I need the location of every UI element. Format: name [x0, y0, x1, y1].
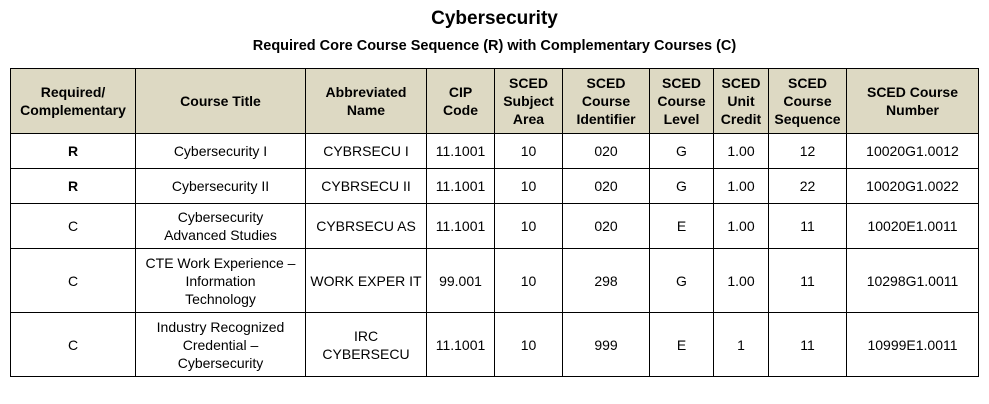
table-row	[11, 169, 979, 204]
cell-abbreviated-name: IRC CYBERSECU	[306, 313, 427, 377]
header-sced-unit-credit: SCED Unit Credit	[714, 69, 769, 134]
cell-sced-course-number: 10999E1.0011	[847, 313, 979, 377]
cell-sced-unit-credit: 1.00	[714, 249, 769, 313]
cell-abbreviated-name: WORK EXPER IT	[306, 249, 427, 313]
cell-sced-course-identifier: 298	[563, 249, 650, 313]
cell-sced-subject-area: 10	[495, 169, 563, 204]
header-cip-code: CIP Code	[427, 69, 495, 134]
cell-sced-course-level: G	[650, 249, 714, 313]
cell-sced-course-number: 10020E1.0011	[847, 204, 979, 249]
cell-sced-subject-area: 10	[495, 134, 563, 169]
cell-required-complementary: C	[11, 249, 136, 313]
cell-sced-course-number: 10020G1.0022	[847, 169, 979, 204]
table-header-row	[11, 69, 979, 134]
table-row	[11, 313, 979, 377]
header-required-complementary: Required/ Complementary	[11, 69, 136, 134]
cell-sced-unit-credit: 1	[714, 313, 769, 377]
cell-cip-code: 11.1001	[427, 313, 495, 377]
cell-cip-code: 11.1001	[427, 169, 495, 204]
header-sced-course-identifier: SCED Course Identifier	[563, 69, 650, 134]
cell-sced-subject-area: 10	[495, 204, 563, 249]
cell-course-title: Cybersecurity I	[136, 134, 306, 169]
cell-sced-course-sequence: 11	[769, 249, 847, 313]
header-course-title: Course Title	[136, 69, 306, 134]
course-sequence-table	[10, 68, 979, 377]
cell-course-title: Cybersecurity Advanced Studies	[136, 204, 306, 249]
cell-cip-code: 11.1001	[427, 134, 495, 169]
cell-sced-course-level: E	[650, 204, 714, 249]
cell-required-complementary: R	[11, 134, 136, 169]
cell-sced-subject-area: 10	[495, 249, 563, 313]
page-title: Cybersecurity	[431, 8, 558, 29]
cell-sced-course-sequence: 11	[769, 313, 847, 377]
cell-abbreviated-name: CYBRSECU AS	[306, 204, 427, 249]
header-sced-subject-area: SCED Subject Area	[495, 69, 563, 134]
cell-sced-course-sequence: 11	[769, 204, 847, 249]
header-abbreviated-name: Abbreviated Name	[306, 69, 427, 134]
cell-sced-course-identifier: 020	[563, 134, 650, 169]
cell-course-title: Industry Recognized Credential – Cybersecurity	[136, 313, 306, 377]
cell-sced-unit-credit: 1.00	[714, 169, 769, 204]
header-sced-course-sequence: SCED Course Sequence	[769, 69, 847, 134]
cell-sced-unit-credit: 1.00	[714, 134, 769, 169]
cell-required-complementary: R	[11, 169, 136, 204]
cell-sced-unit-credit: 1.00	[714, 204, 769, 249]
table-row	[11, 134, 979, 169]
cell-sced-course-level: G	[650, 134, 714, 169]
header-sced-course-level: SCED Course Level	[650, 69, 714, 134]
cell-required-complementary: C	[11, 313, 136, 377]
page-subtitle: Required Core Course Sequence (R) with Complementary Courses (C)	[252, 38, 737, 54]
cell-course-title: Cybersecurity II	[136, 169, 306, 204]
cell-abbreviated-name: CYBRSECU I	[306, 134, 427, 169]
cell-sced-course-sequence: 22	[769, 169, 847, 204]
cell-cip-code: 99.001	[427, 249, 495, 313]
cell-sced-course-level: E	[650, 313, 714, 377]
cell-sced-course-identifier: 999	[563, 313, 650, 377]
cell-sced-course-sequence: 12	[769, 134, 847, 169]
cell-sced-course-number: 10020G1.0012	[847, 134, 979, 169]
cell-sced-subject-area: 10	[495, 313, 563, 377]
table-row	[11, 204, 979, 249]
cell-sced-course-number: 10298G1.0011	[847, 249, 979, 313]
header-sced-course-number: SCED Course Number	[847, 69, 979, 134]
cell-course-title: CTE Work Experience – Information Technology	[136, 249, 306, 313]
cell-abbreviated-name: CYBRSECU II	[306, 169, 427, 204]
cell-sced-course-level: G	[650, 169, 714, 204]
cell-required-complementary: C	[11, 204, 136, 249]
cell-sced-course-identifier: 020	[563, 204, 650, 249]
table-row	[11, 249, 979, 313]
cell-sced-course-identifier: 020	[563, 169, 650, 204]
cell-cip-code: 11.1001	[427, 204, 495, 249]
